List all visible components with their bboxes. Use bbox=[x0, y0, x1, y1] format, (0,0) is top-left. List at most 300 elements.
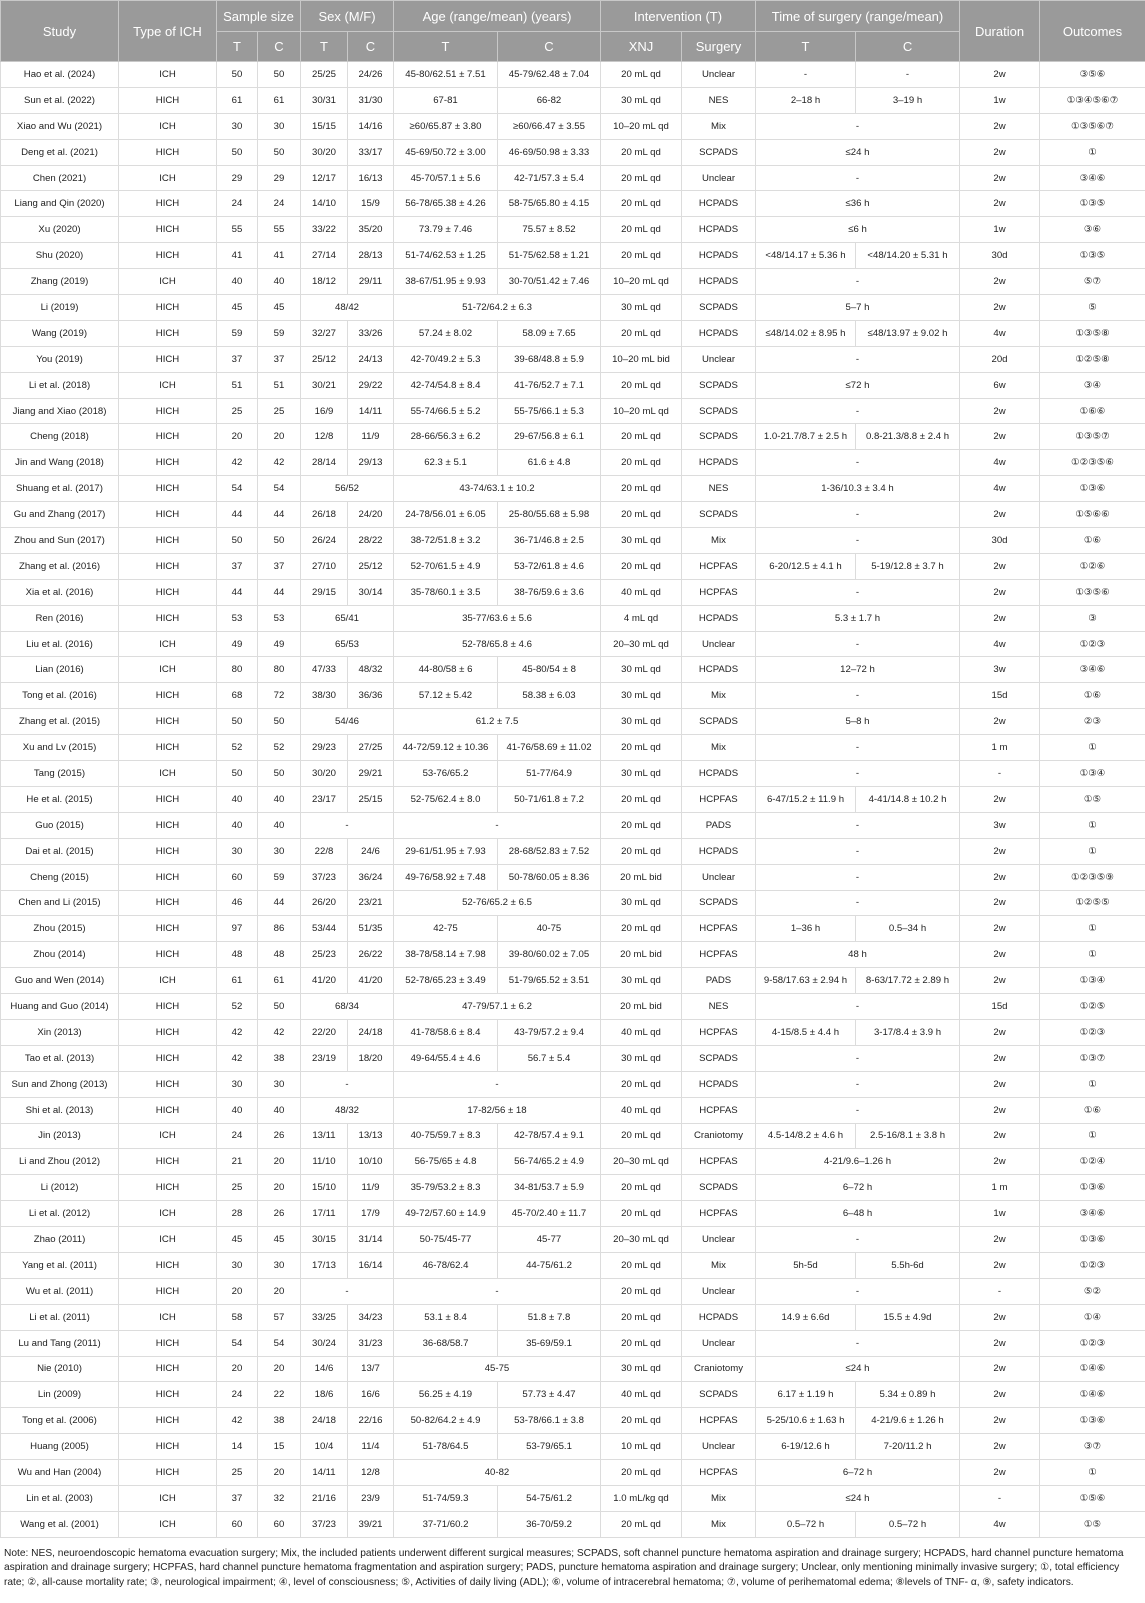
cell-xnj: 20 mL qd bbox=[601, 735, 682, 761]
cell-time-c: 0.5–72 h bbox=[856, 1511, 960, 1537]
cell-time-t: ≤48/14.02 ± 8.95 h bbox=[756, 320, 856, 346]
cell-sample-c: 20 bbox=[258, 1356, 301, 1382]
cell-sample-t: 59 bbox=[217, 320, 258, 346]
cell-time-t: - bbox=[756, 812, 960, 838]
cell-study: Wu et al. (2011) bbox=[1, 1278, 119, 1304]
cell-duration: 2w bbox=[960, 1434, 1040, 1460]
cell-time-t: 6-20/12.5 ± 4.1 h bbox=[756, 553, 856, 579]
cell-sex-t: 30/31 bbox=[301, 87, 348, 113]
cell-sample-t: 41 bbox=[217, 243, 258, 269]
cell-sex-t: 68/34 bbox=[301, 994, 394, 1020]
cell-duration: 2w bbox=[960, 1330, 1040, 1356]
cell-sex-c: 29/22 bbox=[348, 372, 394, 398]
cell-study: Gu and Zhang (2017) bbox=[1, 502, 119, 528]
cell-time-t: 6.17 ± 1.19 h bbox=[756, 1382, 856, 1408]
cell-surgery: SCPADS bbox=[682, 398, 756, 424]
cell-duration: 2w bbox=[960, 1252, 1040, 1278]
header-type: Type of ICH bbox=[119, 1, 217, 62]
cell-duration: 2w bbox=[960, 295, 1040, 321]
cell-sample-t: 52 bbox=[217, 735, 258, 761]
cell-study: Xia et al. (2016) bbox=[1, 579, 119, 605]
cell-sample-c: 51 bbox=[258, 372, 301, 398]
cell-surgery: Craniotomy bbox=[682, 1123, 756, 1149]
cell-xnj: 20 mL qd bbox=[601, 916, 682, 942]
cell-duration: 1w bbox=[960, 1201, 1040, 1227]
cell-time-t: - bbox=[756, 346, 960, 372]
table-row bbox=[1, 450, 1145, 476]
cell-type: HICH bbox=[119, 1460, 217, 1486]
cell-sex-t: 28/14 bbox=[301, 450, 348, 476]
table-row bbox=[1, 398, 1145, 424]
cell-type: ICH bbox=[119, 1304, 217, 1330]
cell-sample-t: 24 bbox=[217, 191, 258, 217]
cell-age-t: 47-79/57.1 ± 6.2 bbox=[394, 994, 601, 1020]
cell-duration: 2w bbox=[960, 1304, 1040, 1330]
cell-sample-t: 20 bbox=[217, 1278, 258, 1304]
cell-sample-t: 37 bbox=[217, 553, 258, 579]
cell-age-t: 52-78/65.23 ± 3.49 bbox=[394, 968, 498, 994]
cell-age-c: 29-67/56.8 ± 6.1 bbox=[498, 424, 601, 450]
cell-time-t: - bbox=[756, 62, 856, 88]
cell-age-c: 28-68/52.83 ± 7.52 bbox=[498, 838, 601, 864]
cell-sample-c: 49 bbox=[258, 631, 301, 657]
cell-age-t: 38-67/51.95 ± 9.93 bbox=[394, 269, 498, 295]
cell-study: Huang (2005) bbox=[1, 1434, 119, 1460]
subheader-time-t: T bbox=[756, 32, 856, 62]
cell-type: HICH bbox=[119, 864, 217, 890]
cell-sample-t: 25 bbox=[217, 398, 258, 424]
cell-sample-c: 60 bbox=[258, 1511, 301, 1537]
cell-xnj: 20 mL qd bbox=[601, 139, 682, 165]
cell-sex-c: 33/26 bbox=[348, 320, 394, 346]
cell-sex-c: 31/30 bbox=[348, 87, 394, 113]
table-row bbox=[1, 320, 1145, 346]
cell-sample-t: 14 bbox=[217, 1434, 258, 1460]
cell-study: Wang (2019) bbox=[1, 320, 119, 346]
cell-age-t: 53-76/65.2 bbox=[394, 761, 498, 787]
cell-age-t: 49-64/55.4 ± 4.6 bbox=[394, 1045, 498, 1071]
cell-sample-t: 61 bbox=[217, 968, 258, 994]
cell-surgery: Mix bbox=[682, 113, 756, 139]
table-row bbox=[1, 476, 1145, 502]
cell-time-c: ≤48/13.97 ± 9.02 h bbox=[856, 320, 960, 346]
cell-sample-t: 45 bbox=[217, 1227, 258, 1253]
cell-sample-t: 51 bbox=[217, 372, 258, 398]
cell-xnj: 20 mL bid bbox=[601, 994, 682, 1020]
cell-xnj: 20 mL qd bbox=[601, 372, 682, 398]
cell-age-c: 53-72/61.8 ± 4.6 bbox=[498, 553, 601, 579]
cell-sample-t: 50 bbox=[217, 761, 258, 787]
cell-age-c: 53-78/66.1 ± 3.8 bbox=[498, 1408, 601, 1434]
cell-outcomes: ①②③ bbox=[1040, 631, 1145, 657]
cell-sample-c: 44 bbox=[258, 502, 301, 528]
cell-sample-t: 42 bbox=[217, 1019, 258, 1045]
table-row bbox=[1, 994, 1145, 1020]
cell-study: Jiang and Xiao (2018) bbox=[1, 398, 119, 424]
cell-age-t: 49-72/57.60 ± 14.9 bbox=[394, 1201, 498, 1227]
cell-type: HICH bbox=[119, 1019, 217, 1045]
cell-sample-c: 30 bbox=[258, 1252, 301, 1278]
cell-xnj: 20 mL qd bbox=[601, 1330, 682, 1356]
cell-sex-c: 15/9 bbox=[348, 191, 394, 217]
cell-sample-c: 50 bbox=[258, 528, 301, 554]
cell-sample-c: 40 bbox=[258, 1097, 301, 1123]
cell-outcomes: ①⑤ bbox=[1040, 1511, 1145, 1537]
cell-xnj: 30 mL qd bbox=[601, 761, 682, 787]
cell-duration: - bbox=[960, 1278, 1040, 1304]
cell-sample-c: 29 bbox=[258, 165, 301, 191]
cell-xnj: 30 mL qd bbox=[601, 87, 682, 113]
header-outcomes: Outcomes bbox=[1040, 1, 1145, 62]
cell-age-t: 43-74/63.1 ± 10.2 bbox=[394, 476, 601, 502]
cell-xnj: 20 mL qd bbox=[601, 1278, 682, 1304]
cell-type: HICH bbox=[119, 320, 217, 346]
cell-surgery: Unclear bbox=[682, 1227, 756, 1253]
cell-sample-t: 44 bbox=[217, 579, 258, 605]
cell-sex-c: 29/21 bbox=[348, 761, 394, 787]
cell-sample-t: 42 bbox=[217, 1408, 258, 1434]
cell-study: Zhao (2011) bbox=[1, 1227, 119, 1253]
table-body bbox=[1, 62, 1145, 1538]
cell-sample-t: 40 bbox=[217, 812, 258, 838]
cell-xnj: 20 mL qd bbox=[601, 1511, 682, 1537]
cell-time-c: 3–19 h bbox=[856, 87, 960, 113]
header-duration: Duration bbox=[960, 1, 1040, 62]
cell-time-t: 2–18 h bbox=[756, 87, 856, 113]
cell-age-c: 39-80/60.02 ± 7.05 bbox=[498, 942, 601, 968]
cell-sample-t: 53 bbox=[217, 605, 258, 631]
cell-time-t: ≤24 h bbox=[756, 139, 960, 165]
cell-age-t: 55-74/66.5 ± 5.2 bbox=[394, 398, 498, 424]
cell-outcomes: ①③⑥ bbox=[1040, 1175, 1145, 1201]
cell-sample-c: 25 bbox=[258, 398, 301, 424]
cell-surgery: Unclear bbox=[682, 1434, 756, 1460]
cell-sex-c: 24/20 bbox=[348, 502, 394, 528]
table-row bbox=[1, 864, 1145, 890]
cell-surgery: HCPADS bbox=[682, 1304, 756, 1330]
cell-sex-t: 12/17 bbox=[301, 165, 348, 191]
cell-age-t: ≥60/65.87 ± 3.80 bbox=[394, 113, 498, 139]
cell-age-t: 49-76/58.92 ± 7.48 bbox=[394, 864, 498, 890]
cell-outcomes: ① bbox=[1040, 735, 1145, 761]
cell-study: Jin and Wang (2018) bbox=[1, 450, 119, 476]
cell-sex-c: 31/23 bbox=[348, 1330, 394, 1356]
cell-sample-t: 58 bbox=[217, 1304, 258, 1330]
cell-duration: 1 m bbox=[960, 1175, 1040, 1201]
cell-sex-c: 31/14 bbox=[348, 1227, 394, 1253]
cell-type: ICH bbox=[119, 62, 217, 88]
subheader-xnj: XNJ bbox=[601, 32, 682, 62]
cell-study: Zhou and Sun (2017) bbox=[1, 528, 119, 554]
cell-sex-c: 35/20 bbox=[348, 217, 394, 243]
cell-xnj: 20 mL qd bbox=[601, 838, 682, 864]
cell-age-t: 52-76/65.2 ± 6.5 bbox=[394, 890, 601, 916]
cell-surgery: Mix bbox=[682, 528, 756, 554]
cell-type: ICH bbox=[119, 1123, 217, 1149]
cell-sex-c: 24/18 bbox=[348, 1019, 394, 1045]
cell-type: HICH bbox=[119, 1278, 217, 1304]
table-row bbox=[1, 786, 1145, 812]
cell-time-t: - bbox=[756, 1330, 960, 1356]
cell-sex-t: 48/32 bbox=[301, 1097, 394, 1123]
cell-duration: 2w bbox=[960, 709, 1040, 735]
cell-surgery: HCPFAS bbox=[682, 1408, 756, 1434]
cell-xnj: 20 mL qd bbox=[601, 1201, 682, 1227]
cell-sample-t: 37 bbox=[217, 1485, 258, 1511]
table-row bbox=[1, 372, 1145, 398]
cell-sex-c: 26/22 bbox=[348, 942, 394, 968]
cell-xnj: 20 mL qd bbox=[601, 812, 682, 838]
cell-duration: 2w bbox=[960, 968, 1040, 994]
cell-time-c: 7-20/11.2 h bbox=[856, 1434, 960, 1460]
cell-type: HICH bbox=[119, 1330, 217, 1356]
table-header bbox=[1, 1, 1145, 62]
cell-sample-t: 30 bbox=[217, 113, 258, 139]
cell-sample-t: 40 bbox=[217, 1097, 258, 1123]
cell-xnj: 20–30 mL qd bbox=[601, 1227, 682, 1253]
cell-sex-c: 11/4 bbox=[348, 1434, 394, 1460]
cell-sample-t: 55 bbox=[217, 217, 258, 243]
cell-surgery: HCPFAS bbox=[682, 1460, 756, 1486]
subheader-sample-c: C bbox=[258, 32, 301, 62]
cell-age-c: 58.09 ± 7.65 bbox=[498, 320, 601, 346]
cell-study: Tang (2015) bbox=[1, 761, 119, 787]
cell-surgery: HCPADS bbox=[682, 1071, 756, 1097]
cell-sex-c: 11/9 bbox=[348, 424, 394, 450]
cell-outcomes: ①④⑥ bbox=[1040, 1382, 1145, 1408]
cell-type: ICH bbox=[119, 372, 217, 398]
cell-sex-t: 33/25 bbox=[301, 1304, 348, 1330]
cell-study: Zhang et al. (2015) bbox=[1, 709, 119, 735]
cell-outcomes: ①⑤⑥ bbox=[1040, 1485, 1145, 1511]
cell-outcomes: ①②⑤ bbox=[1040, 994, 1145, 1020]
cell-duration: 2w bbox=[960, 113, 1040, 139]
cell-sex-t: 18/12 bbox=[301, 269, 348, 295]
cell-time-t: - bbox=[756, 631, 960, 657]
cell-sex-c: 34/23 bbox=[348, 1304, 394, 1330]
cell-time-t: - bbox=[756, 864, 960, 890]
cell-type: HICH bbox=[119, 295, 217, 321]
cell-xnj: 20–30 mL qd bbox=[601, 1149, 682, 1175]
cell-duration: 4w bbox=[960, 631, 1040, 657]
cell-study: Lian (2016) bbox=[1, 657, 119, 683]
cell-outcomes: ②③ bbox=[1040, 709, 1145, 735]
cell-outcomes: ⑤⑦ bbox=[1040, 269, 1145, 295]
cell-surgery: SCPADS bbox=[682, 295, 756, 321]
cell-study: Li et al. (2012) bbox=[1, 1201, 119, 1227]
cell-duration: 2w bbox=[960, 191, 1040, 217]
cell-surgery: HCPFAS bbox=[682, 553, 756, 579]
table-row bbox=[1, 1175, 1145, 1201]
cell-time-t: 6–48 h bbox=[756, 1201, 960, 1227]
cell-sex-c: 13/7 bbox=[348, 1356, 394, 1382]
cell-study: Sun et al. (2022) bbox=[1, 87, 119, 113]
cell-age-c: 46-69/50.98 ± 3.33 bbox=[498, 139, 601, 165]
cell-outcomes: ①③④ bbox=[1040, 761, 1145, 787]
cell-age-t: 45-75 bbox=[394, 1356, 601, 1382]
cell-time-t: 1.0-21.7/8.7 ± 2.5 h bbox=[756, 424, 856, 450]
cell-sex-t: 48/42 bbox=[301, 295, 394, 321]
cell-time-c: - bbox=[856, 62, 960, 88]
cell-sex-c: 28/13 bbox=[348, 243, 394, 269]
cell-age-t: 51-74/59.3 bbox=[394, 1485, 498, 1511]
cell-sex-t: 27/14 bbox=[301, 243, 348, 269]
table-row bbox=[1, 424, 1145, 450]
cell-study: Hao et al. (2024) bbox=[1, 62, 119, 88]
cell-time-c: 4-41/14.8 ± 10.2 h bbox=[856, 786, 960, 812]
cell-outcomes: ①⑥ bbox=[1040, 683, 1145, 709]
cell-study: Ren (2016) bbox=[1, 605, 119, 631]
cell-sex-c: 27/25 bbox=[348, 735, 394, 761]
cell-xnj: 40 mL qd bbox=[601, 1019, 682, 1045]
cell-outcomes: ①④ bbox=[1040, 1304, 1145, 1330]
cell-outcomes: ③④ bbox=[1040, 372, 1145, 398]
cell-surgery: Mix bbox=[682, 1511, 756, 1537]
cell-outcomes: ③⑤⑥ bbox=[1040, 62, 1145, 88]
cell-time-t: - bbox=[756, 994, 960, 1020]
cell-study: Dai et al. (2015) bbox=[1, 838, 119, 864]
cell-study: Xu and Lv (2015) bbox=[1, 735, 119, 761]
cell-age-t: 45-80/62.51 ± 7.51 bbox=[394, 62, 498, 88]
cell-sample-t: 54 bbox=[217, 1330, 258, 1356]
cell-sex-c: 48/32 bbox=[348, 657, 394, 683]
cell-age-t: 52-70/61.5 ± 4.9 bbox=[394, 553, 498, 579]
cell-outcomes: ①③⑥ bbox=[1040, 1408, 1145, 1434]
cell-sex-t: 47/33 bbox=[301, 657, 348, 683]
cell-time-t: 5.3 ± 1.7 h bbox=[756, 605, 960, 631]
cell-sample-c: 80 bbox=[258, 657, 301, 683]
cell-outcomes: ①③⑤⑥⑦ bbox=[1040, 113, 1145, 139]
cell-time-c: 15.5 ± 4.9d bbox=[856, 1304, 960, 1330]
table-row bbox=[1, 1434, 1145, 1460]
cell-xnj: 30 mL qd bbox=[601, 528, 682, 554]
cell-sex-c: 28/22 bbox=[348, 528, 394, 554]
cell-duration: 4w bbox=[960, 320, 1040, 346]
cell-duration: 2w bbox=[960, 1123, 1040, 1149]
cell-outcomes: ③④⑥ bbox=[1040, 165, 1145, 191]
header-study: Study bbox=[1, 1, 119, 62]
cell-time-t: - bbox=[756, 1071, 960, 1097]
cell-outcomes: ① bbox=[1040, 1460, 1145, 1486]
cell-sample-t: 60 bbox=[217, 1511, 258, 1537]
cell-age-c: 51-75/62.58 ± 1.21 bbox=[498, 243, 601, 269]
cell-study: Cheng (2015) bbox=[1, 864, 119, 890]
cell-age-c: 30-70/51.42 ± 7.46 bbox=[498, 269, 601, 295]
cell-duration: 2w bbox=[960, 398, 1040, 424]
cell-type: ICH bbox=[119, 657, 217, 683]
cell-sex-c: 16/14 bbox=[348, 1252, 394, 1278]
cell-age-c: 51.8 ± 7.8 bbox=[498, 1304, 601, 1330]
cell-sample-c: 24 bbox=[258, 191, 301, 217]
cell-type: HICH bbox=[119, 579, 217, 605]
cell-age-t: 36-68/58.7 bbox=[394, 1330, 498, 1356]
cell-study: Shu (2020) bbox=[1, 243, 119, 269]
subheader-sex-c: C bbox=[348, 32, 394, 62]
table-row bbox=[1, 1304, 1145, 1330]
cell-sample-t: 42 bbox=[217, 450, 258, 476]
cell-sex-t: 29/15 bbox=[301, 579, 348, 605]
cell-age-t: 42-74/54.8 ± 8.4 bbox=[394, 372, 498, 398]
cell-sex-t: 24/18 bbox=[301, 1408, 348, 1434]
cell-xnj: 20 mL qd bbox=[601, 1175, 682, 1201]
table-row bbox=[1, 87, 1145, 113]
cell-age-t: - bbox=[394, 1071, 601, 1097]
cell-surgery: Mix bbox=[682, 1252, 756, 1278]
cell-time-t: ≤72 h bbox=[756, 372, 960, 398]
cell-duration: 2w bbox=[960, 864, 1040, 890]
cell-duration: 4w bbox=[960, 450, 1040, 476]
cell-xnj: 30 mL qd bbox=[601, 890, 682, 916]
cell-duration: 2w bbox=[960, 1227, 1040, 1253]
cell-sex-c: 22/16 bbox=[348, 1408, 394, 1434]
cell-surgery: Unclear bbox=[682, 1278, 756, 1304]
cell-sex-c: 12/8 bbox=[348, 1460, 394, 1486]
table-row bbox=[1, 1019, 1145, 1045]
cell-xnj: 20–30 mL qd bbox=[601, 631, 682, 657]
cell-age-t: 56-75/65 ± 4.8 bbox=[394, 1149, 498, 1175]
cell-surgery: Mix bbox=[682, 683, 756, 709]
cell-sex-c: 39/21 bbox=[348, 1511, 394, 1537]
cell-sample-t: 52 bbox=[217, 994, 258, 1020]
cell-duration: 2w bbox=[960, 269, 1040, 295]
cell-type: HICH bbox=[119, 139, 217, 165]
cell-duration: 1 m bbox=[960, 735, 1040, 761]
cell-age-t: 41-78/58.6 ± 8.4 bbox=[394, 1019, 498, 1045]
cell-age-c: 25-80/55.68 ± 5.98 bbox=[498, 502, 601, 528]
cell-sex-t: 14/10 bbox=[301, 191, 348, 217]
cell-age-c: 61.6 ± 4.8 bbox=[498, 450, 601, 476]
cell-sex-t: 14/6 bbox=[301, 1356, 348, 1382]
cell-xnj: 10–20 mL qd bbox=[601, 398, 682, 424]
cell-sample-c: 57 bbox=[258, 1304, 301, 1330]
cell-surgery: SCPADS bbox=[682, 424, 756, 450]
cell-xnj: 20 mL qd bbox=[601, 217, 682, 243]
cell-outcomes: ①②⑥ bbox=[1040, 553, 1145, 579]
cell-study: Chen (2021) bbox=[1, 165, 119, 191]
cell-study: Guo (2015) bbox=[1, 812, 119, 838]
cell-sex-t: - bbox=[301, 812, 394, 838]
table-row bbox=[1, 1511, 1145, 1537]
cell-sample-c: 37 bbox=[258, 346, 301, 372]
cell-study: Lin et al. (2003) bbox=[1, 1485, 119, 1511]
cell-study: Guo and Wen (2014) bbox=[1, 968, 119, 994]
cell-age-c: 58.38 ± 6.03 bbox=[498, 683, 601, 709]
cell-time-t: 6-47/15.2 ± 11.9 h bbox=[756, 786, 856, 812]
cell-type: HICH bbox=[119, 1434, 217, 1460]
cell-sample-t: 48 bbox=[217, 942, 258, 968]
cell-sample-t: 60 bbox=[217, 864, 258, 890]
cell-sex-c: 10/10 bbox=[348, 1149, 394, 1175]
cell-surgery: Unclear bbox=[682, 1330, 756, 1356]
subheader-age-c: C bbox=[498, 32, 601, 62]
cell-surgery: HCPADS bbox=[682, 838, 756, 864]
cell-time-t: 12–72 h bbox=[756, 657, 960, 683]
cell-sample-t: 20 bbox=[217, 424, 258, 450]
cell-age-c: ≥60/66.47 ± 3.55 bbox=[498, 113, 601, 139]
table-row bbox=[1, 1252, 1145, 1278]
cell-outcomes: ①②③⑤⑨ bbox=[1040, 864, 1145, 890]
cell-time-t: 5–8 h bbox=[756, 709, 960, 735]
cell-xnj: 20 mL qd bbox=[601, 1408, 682, 1434]
cell-outcomes: ①③⑤⑦ bbox=[1040, 424, 1145, 450]
cell-age-c: 51-79/65.52 ± 3.51 bbox=[498, 968, 601, 994]
cell-sample-c: 52 bbox=[258, 735, 301, 761]
cell-sex-c: 24/26 bbox=[348, 62, 394, 88]
cell-type: HICH bbox=[119, 450, 217, 476]
cell-sex-t: 37/23 bbox=[301, 864, 348, 890]
cell-xnj: 20 mL qd bbox=[601, 62, 682, 88]
cell-sample-t: 61 bbox=[217, 87, 258, 113]
